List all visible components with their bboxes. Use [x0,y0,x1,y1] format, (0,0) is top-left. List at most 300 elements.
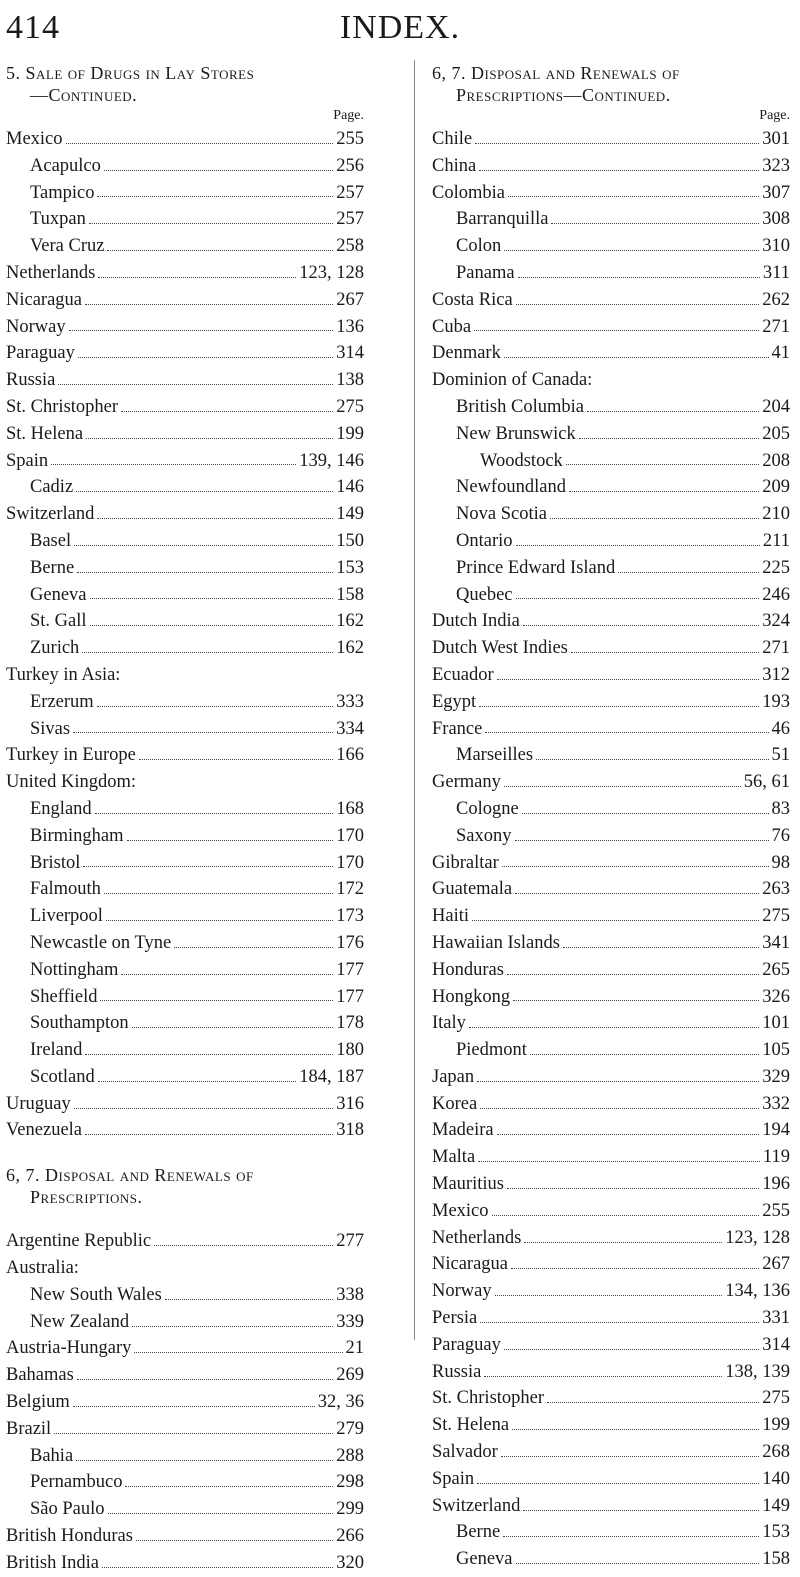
page-column-label: Page. [759,108,790,123]
index-entry [6,180,364,207]
index-entry [6,850,364,877]
dot-leader [58,384,333,385]
entry-name: Colombia [432,182,505,203]
entry-name: Bahia [30,1445,74,1466]
entry-page-number: 199 [336,423,364,444]
dot-leader [515,893,759,894]
entry-name: Acapulco [30,155,101,176]
entry-page-number: 314 [336,343,364,364]
dot-leader [550,518,759,519]
dot-leader [54,1433,333,1434]
entry-name: Cuba [432,316,472,337]
index-entry [6,287,364,314]
dot-leader [501,1456,759,1457]
entry-page-number: 162 [336,638,364,659]
dot-leader [86,438,333,439]
entry-name: Netherlands [6,262,96,283]
page-number: 414 [6,9,60,46]
entry-page-number: 255 [762,1200,790,1221]
entry-name: Nova Scotia [456,504,547,525]
index-entry [6,876,364,903]
entry-page-number: 21 [345,1338,364,1359]
entry-name: St. Christopher [6,396,119,417]
index-entry [6,126,364,153]
index-entry [432,716,790,743]
entry-name: Hawaiian Islands [432,932,560,953]
dot-leader [51,464,296,465]
dot-leader [85,304,333,305]
section-title-line2: —Continued. [30,85,138,105]
entry-name: Liverpool [30,906,103,927]
section-title-line2: Prescriptions. [30,1187,143,1208]
entry-name: New Brunswick [456,423,576,444]
entry-page-number: 83 [771,798,790,819]
dot-leader [563,947,759,948]
dot-leader [95,813,334,814]
index-entry [6,501,364,528]
entry-name: Madeira [432,1120,494,1141]
dot-leader [579,438,760,439]
entry-page-number: 265 [762,959,790,980]
entry-name: Panama [456,262,515,283]
dot-leader [100,1000,333,1001]
entry-page-number: 339 [336,1311,364,1332]
index-entry [6,957,364,984]
dot-leader [77,1379,333,1380]
index-entry [6,1309,364,1336]
entry-page-number: 312 [762,664,790,685]
entry-name: New South Wales [30,1284,162,1305]
index-entry [432,1037,790,1064]
entry-name: Belgium [6,1392,70,1413]
dot-leader [523,625,759,626]
index-entry [432,582,790,609]
index-entry [432,662,790,689]
dot-leader [518,277,760,278]
entry-name: Berne [456,1522,501,1543]
dot-leader [83,866,333,867]
entry-page-number: 323 [762,155,790,176]
entry-name: Bahamas [6,1365,74,1386]
entry-page-number: 166 [336,745,364,766]
entry-page-number: 307 [762,182,790,203]
entry-page-number: 316 [336,1093,364,1114]
index-entry [6,394,364,421]
entry-page-number: 318 [336,1120,364,1141]
dot-leader [90,625,334,626]
entry-name: Costa Rica [432,289,513,310]
index-entry [432,1305,790,1332]
entry-page-number: 271 [762,638,790,659]
index-entry [6,1282,364,1309]
entry-page-number: 205 [762,423,790,444]
entry-page-number: 149 [762,1495,790,1516]
index-entry-list [432,126,790,1573]
entry-name: British India [6,1552,100,1573]
index-entry [6,716,364,743]
entry-name: Venezuela [6,1120,83,1141]
index-entry [6,796,364,823]
index-entry [432,689,790,716]
index-entry [432,635,790,662]
index-entry [6,1523,364,1550]
entry-page-number: 32, 36 [317,1392,364,1413]
index-entry [6,1469,364,1496]
dot-leader [569,491,759,492]
dot-leader [127,840,334,841]
entry-name: Tampico [30,182,95,203]
dot-leader [513,1000,759,1001]
index-entry [432,1493,790,1520]
entry-name: China [432,155,477,176]
index-entry [432,876,790,903]
entry-name: Germany [432,772,501,793]
dot-leader [154,1245,333,1246]
section-title-line2: Prescriptions—Continued. [456,85,671,105]
entry-name: Chile [432,129,473,149]
entry-name: Woodstock [480,450,563,471]
index-entry-list [6,126,364,1144]
entry-page-number: 333 [336,691,364,712]
entry-page-number: 246 [762,584,790,605]
entry-name: Russia [432,1361,482,1382]
dot-leader [121,411,333,412]
entry-name: Brazil [6,1418,52,1439]
entry-page-number: 41 [771,343,790,364]
entry-name: Erzerum [30,691,94,712]
index-entry [432,1225,790,1252]
entry-page-number: 298 [336,1472,364,1493]
dot-leader [474,330,759,331]
index-entry [6,1362,364,1389]
index-entry [6,206,364,233]
entry-name: Cadiz [30,477,74,498]
index-entry [6,448,364,475]
index-entry [432,233,790,260]
dot-leader [492,1215,760,1216]
index-entry [6,582,364,609]
entry-page-number: 257 [336,182,364,203]
entry-page-number: 149 [336,504,364,525]
dot-leader [485,732,768,733]
index-entry [432,1251,790,1278]
entry-page-number: 184, 187 [299,1066,364,1087]
dot-leader [484,1376,722,1377]
section-title [6,62,364,106]
index-entry [432,394,790,421]
entry-name: Falmouth [30,879,101,900]
entry-page-number: 257 [336,209,364,230]
entry-page-number: 308 [762,209,790,230]
dot-leader [136,1540,333,1541]
index-entry [6,1228,364,1255]
index-entry [432,421,790,448]
section-title-line1: 5. Sale of Drugs in Lay Stores [6,63,255,83]
entry-name: Malta [432,1147,476,1168]
entry-name: Vera Cruz [30,236,105,257]
entry-page-number: 134, 136 [725,1281,790,1302]
entry-name: Bristol [30,852,81,873]
entry-page-number: 288 [336,1445,364,1466]
section-gap [6,1144,364,1164]
page-column-label: Page. [333,108,364,123]
entry-name: Nicaragua [432,1254,509,1275]
entry-name: Turkey in Asia: [6,664,121,685]
entry-page-number: 256 [336,155,364,176]
entry-page-number: 279 [336,1418,364,1439]
dot-leader [74,1108,334,1109]
index-entry [6,1064,364,1091]
entry-page-number: 299 [336,1499,364,1520]
dot-leader [102,1567,333,1568]
dot-leader [98,1081,297,1082]
entry-name: New Zealand [30,1311,130,1332]
entry-page-number: 138 [336,370,364,391]
index-entry [432,1278,790,1305]
dot-leader [504,357,769,358]
dot-leader [165,1299,333,1300]
dot-leader [587,411,759,412]
entry-name: Korea [432,1093,478,1114]
entry-page-number: 196 [762,1174,790,1195]
entry-name: Berne [30,557,75,578]
entry-page-number: 123, 128 [725,1227,790,1248]
dot-leader [495,1295,723,1296]
index-entry [432,367,790,394]
index-entry [432,1385,790,1412]
dot-leader [90,598,334,599]
index-entry [6,474,364,501]
dot-leader [132,1326,333,1327]
entry-name: Mexico [6,129,63,149]
entry-name: St. Helena [432,1415,510,1436]
dot-leader [66,143,334,144]
entry-page-number: 267 [336,289,364,310]
index-entry [432,1144,790,1171]
entry-page-number: 138, 139 [725,1361,790,1382]
entry-page-number: 146 [336,477,364,498]
entry-page-number: 301 [762,129,790,149]
index-entry [432,957,790,984]
dot-leader [74,545,333,546]
page-header [0,6,800,54]
entry-name: Saxony [456,825,512,846]
index-entry [432,1546,790,1573]
index-entry [6,1091,364,1118]
dot-leader [475,143,759,144]
entry-page-number: 173 [336,906,364,927]
entry-name: Zurich [30,638,80,659]
index-entry [432,796,790,823]
entry-page-number: 268 [762,1442,790,1463]
dot-leader [523,1510,759,1511]
entry-name: Newcastle on Tyne [30,932,172,953]
entry-name: Quebec [456,584,513,605]
dot-leader [536,759,768,760]
dot-leader [618,572,759,573]
page-title: INDEX. [339,9,461,46]
index-entry [6,1037,364,1064]
entry-page-number: 275 [762,906,790,927]
index-entry [6,689,364,716]
entry-name: Dominion of Canada: [432,370,593,391]
dot-leader [571,652,759,653]
entry-name: Mexico [432,1200,489,1221]
index-entry [6,769,364,796]
entry-name: St. Gall [30,611,87,632]
index-entry-list [6,1228,364,1576]
entry-name: Prince Edward Island [456,557,616,578]
dot-leader [82,652,333,653]
index-entry [432,448,790,475]
index-entry [6,340,364,367]
index-entry [432,1412,790,1439]
entry-page-number: 150 [336,530,364,551]
index-entry [432,1466,790,1493]
entry-page-number: 180 [336,1040,364,1061]
dot-leader [479,706,759,707]
index-entry [432,555,790,582]
entry-page-number: 119 [762,1147,790,1168]
dot-leader [76,491,333,492]
section-title [6,1164,364,1208]
section-title [432,62,790,106]
dot-leader [504,1349,759,1350]
index-entry [432,903,790,930]
index-entry [6,823,364,850]
index-entry [6,260,364,287]
index-entry [6,1550,364,1577]
entry-name: Turkey in Europe [6,745,136,766]
index-entry [6,742,364,769]
right-column [432,62,790,1573]
entry-name: Norway [432,1281,492,1302]
column-divider [414,60,415,1340]
entry-page-number: 311 [762,262,790,283]
entry-page-number: 204 [762,396,790,417]
entry-page-number: 140 [762,1468,790,1489]
dot-leader [477,1483,759,1484]
dot-leader [512,1429,759,1430]
dot-leader [107,250,333,251]
dot-leader [174,947,333,948]
dot-leader [76,1460,333,1461]
index-entry [432,206,790,233]
index-entry [6,608,364,635]
entry-name: Ireland [30,1040,83,1061]
dot-leader [104,893,333,894]
entry-page-number: 170 [336,825,364,846]
entry-page-number: 170 [336,852,364,873]
entry-page-number: 310 [762,236,790,257]
entry-page-number: 194 [762,1120,790,1141]
entry-page-number: 158 [336,584,364,605]
entry-page-number: 332 [762,1093,790,1114]
entry-name: Basel [30,530,72,551]
index-entry [6,903,364,930]
entry-name: Dutch India [432,611,520,632]
index-entry [432,1359,790,1386]
entry-page-number: 341 [762,932,790,953]
entry-name: Egypt [432,691,477,712]
entry-page-number: 139, 146 [299,450,364,471]
index-entry [6,1443,364,1470]
dot-leader [97,706,334,707]
dot-leader [530,1054,759,1055]
dot-leader [504,250,759,251]
section-title-line1: 6, 7. Disposal and Renewals of [432,63,680,83]
dot-leader [502,866,769,867]
dot-leader [121,974,333,975]
entry-page-number: 211 [762,530,790,551]
entry-name: Honduras [432,959,504,980]
dot-leader [97,196,333,197]
dot-leader [125,1486,333,1487]
entry-page-number: 168 [336,798,364,819]
entry-page-number: 331 [762,1308,790,1329]
index-entry [6,1335,364,1362]
entry-name: Hongkong [432,986,511,1007]
entry-name: Scotland [30,1066,95,1087]
index-entry [432,126,790,153]
entry-page-number: 314 [762,1334,790,1355]
dot-leader [472,920,759,921]
entry-name: Barranquilla [456,209,549,230]
entry-page-number: 178 [336,1013,364,1034]
entry-page-number: 320 [336,1552,364,1573]
dot-leader [477,1081,759,1082]
entry-name: Geneva [456,1549,513,1570]
index-entry [432,608,790,635]
entry-name: France [432,718,483,739]
index-entry [6,367,364,394]
index-entry [432,930,790,957]
entry-name: Spain [6,450,49,471]
entry-name: Tuxpan [30,209,86,230]
dot-leader [478,1161,760,1162]
dot-leader [97,518,333,519]
dot-leader [98,277,296,278]
dot-leader [73,1406,315,1407]
dot-leader [73,732,333,733]
entry-name: Italy [432,1013,466,1034]
entry-name: Paraguay [6,343,75,364]
entry-page-number: 172 [336,879,364,900]
entry-page-number: 275 [762,1388,790,1409]
index-entry [432,984,790,1011]
dot-leader [515,840,769,841]
index-entry [432,742,790,769]
entry-page-number: 153 [336,557,364,578]
index-entry [432,1117,790,1144]
index-entry [432,501,790,528]
entry-name: Russia [6,370,56,391]
index-entry [6,930,364,957]
entry-page-number: 275 [336,396,364,417]
entry-name: Spain [432,1468,475,1489]
index-entry [6,984,364,1011]
entry-page-number: 225 [762,557,790,578]
dot-leader [480,1108,759,1109]
dot-leader [480,1322,759,1323]
index-entry [432,1332,790,1359]
index-entry [432,314,790,341]
dot-leader [504,786,741,787]
entry-name: Denmark [432,343,501,364]
index-entry [432,474,790,501]
index-entry [432,1171,790,1198]
entry-page-number: 46 [771,718,790,739]
